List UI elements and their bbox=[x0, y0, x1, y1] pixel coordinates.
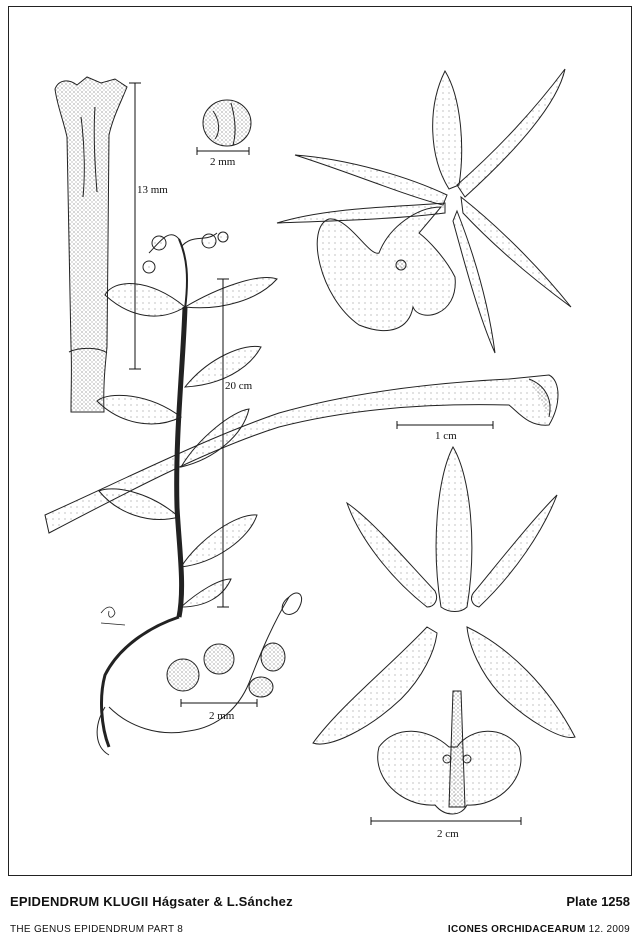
journal-citation bbox=[448, 924, 630, 935]
column-illustration bbox=[55, 77, 127, 412]
plate-number: Plate 1258 bbox=[566, 894, 630, 909]
series-title: THE GENUS EPIDENDRUM PART 8 bbox=[10, 924, 184, 935]
journal-volume: 12. 2009 bbox=[588, 924, 630, 935]
botanical-plate bbox=[8, 6, 632, 876]
artist-signature bbox=[101, 607, 125, 625]
fruits-illustration bbox=[167, 643, 285, 697]
scale-bar-perianth bbox=[371, 817, 521, 825]
scale-bar-fruits bbox=[181, 699, 257, 707]
scale-label-column: 13 mm bbox=[137, 184, 168, 196]
scale-label-ovary: 1 cm bbox=[435, 430, 457, 442]
plate-illustration bbox=[9, 7, 633, 877]
scale-label-perianth: 2 cm bbox=[437, 828, 459, 840]
scale-label-plant: 20 cm bbox=[225, 380, 253, 392]
scale-bar-column bbox=[129, 83, 141, 369]
scale-bar-seed bbox=[197, 147, 249, 155]
perianth-dissection-illustration bbox=[313, 447, 575, 814]
journal-name: ICONES ORCHIDACEARUM bbox=[447, 924, 586, 935]
scale-bar-ovary bbox=[397, 421, 493, 429]
flower-illustration bbox=[277, 69, 571, 353]
scale-label-seed: 2 mm bbox=[210, 156, 236, 168]
seed-illustration bbox=[203, 100, 251, 146]
species-title: EPIDENDRUM KLUGII Hágsater & L.Sánchez bbox=[10, 894, 293, 909]
scale-label-fruits: 2 mm bbox=[209, 710, 235, 722]
